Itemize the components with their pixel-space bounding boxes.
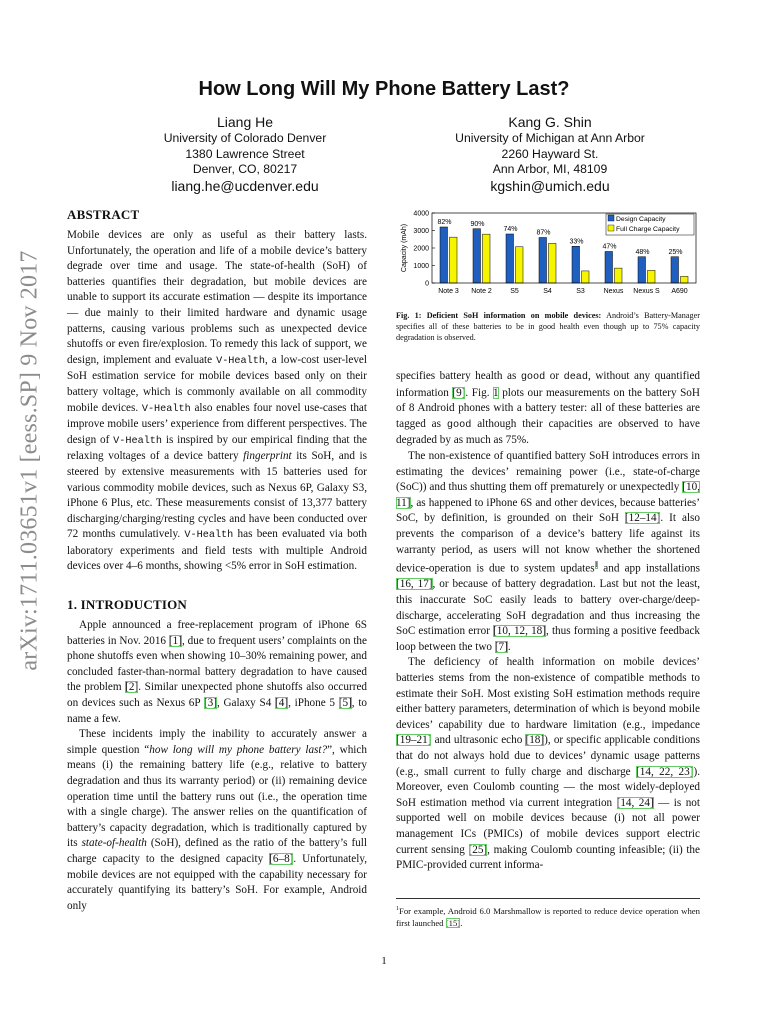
data-label: 33% xyxy=(569,238,584,246)
x-tick-label: S4 xyxy=(543,288,552,295)
body-paragraph: specifies battery health as good or dead, without any quantified information [9]. Fig. 1 plots our measurements on the battery SoH of 8 Android phones with a battery tester: all of these batteries are tagged as good although their capacities are observed to have degraded by as much as 75%. xyxy=(396,370,700,447)
author-name: Kang G. Shin xyxy=(508,114,592,130)
citation-link[interactable]: [10, 11] xyxy=(396,481,700,509)
y-tick-label: 2000 xyxy=(413,245,429,253)
citation-link[interactable]: [16, 17] xyxy=(396,578,433,591)
author-affiliation: University of Michigan at Ann Arbor xyxy=(455,131,645,145)
citation-link[interactable]: [14, 22, 23] xyxy=(636,765,694,778)
left-column xyxy=(67,207,367,914)
body-paragraph: The deficiency of health information on mobile devices’ batteries stems from the non-existence of compatible methods to estimate their SoH. Most existing SoH estimation methods require either battery parameters, determination of which is beyond mobile devices’ capability due to hardware limitation (e.g., impedance [19–21] and ultrasonic echo [18]), or specific applicable conditions that do not always hold due to devices’ dynamic usage patterns (e.g., small current to fully charge and discharge [14, 22, 23]). Moreover, even Coulomb counting — the most widely-deployed SoH estimation method via current integration [14, 24] — is not supported well on mobile devices because (i) not all power management ICs (PMICs) of mobile devices support electric current sensing [25], making Coulomb counting infeasible; (ii) the PMIC-provided current informa- xyxy=(396,656,700,872)
arxiv-stamp xyxy=(10,230,50,690)
data-label: 82% xyxy=(437,219,452,226)
bar-design-capacity xyxy=(605,252,613,284)
abstract-text: Mobile devices are only as useful as their battery lasts. Unfortunately, the operation and life of a mobile device’s battery degrade over time and usage. The state-of-health (SoH) of batteries quantifies their degradation, but mobile devices are unable to support its accurate estimation — despite its importance — due mainly to their limited hardware and dynamic usage patterns, causing various problems such as unexpected device shutoffs or even fire/explosion. To remedy this lack of support, we design, implement and evaluate V-Health, a low-cost user-level SoH estimation service for mobile devices based only on their battery voltage, which is commonly available on all commodity mobile devices. V-Health also enables four novel use-cases that improve mobile users’ experience from different perspectives. The design of V-Health is inspired by our empirical finding that the relaxing voltages of a device battery fingerprint its SoH, and is steered by extensive measurements with 15 batteries used for various commodity mobile devices, such as Nexus 6P, Galaxy S3, iPhone 6 Plus, etc. These measurements consist of 13,377 battery discharging/charging/resting cycles and have been conducted over 72 months cumulatively. V-Health has been evaluated via both laboratory experiments and field tests with multiple Android devices over 4–6 months, showing <5% error in SoH estimation. xyxy=(67,229,368,573)
bar-full-charge-capacity xyxy=(516,247,524,283)
citation-link[interactable]: [6–8] xyxy=(269,852,294,865)
x-tick-label: Note 3 xyxy=(438,288,459,295)
bar-design-capacity xyxy=(473,229,481,283)
legend-label: Full Charge Capacity xyxy=(616,226,680,233)
y-axis-label: Capacity (mAh) xyxy=(401,223,408,273)
y-tick-label: 3000 xyxy=(413,228,429,235)
legend-swatch xyxy=(608,215,614,221)
bar-full-charge-capacity xyxy=(648,270,656,283)
citation-link[interactable]: [2] xyxy=(125,681,139,694)
abstract-heading: ABSTRACT xyxy=(67,207,140,222)
bar-full-charge-capacity xyxy=(615,268,623,283)
citation-link[interactable]: [4] xyxy=(275,697,289,710)
author-affiliation: University of Colorado Denver xyxy=(163,131,327,145)
footnote-link[interactable]: 1 xyxy=(594,561,599,570)
intro-paragraph: Apple announced a free-replacement program of iPhone 6S batteries in Nov. 2016 [1], due to frequent users’ complaints on the phone shutoffs even when showing 10–30% remaining power, and concluded faster-than-normal battery degradation to have caused the problem [2]. Similar unexpected phone shutoffs also occurred on devices such as Nexus 6P [3], Galaxy S4 [4], iPhone 5 [5], to name a few. xyxy=(67,619,368,725)
figure-caption: Fig. 1: Deficient SoH information on mobile devices: Android’s Battery-Manager specifies all of these batteries to be in good health even though up to 75% capacity degradation is observed. xyxy=(396,311,700,342)
data-label: 90% xyxy=(470,220,485,228)
author-block-1 xyxy=(95,114,395,195)
bar-full-charge-capacity xyxy=(681,276,689,283)
footnote: $^1$For example, Android 6.0 Marshmallow is reported to reduce device operation when first launched [15]. xyxy=(396,898,700,929)
body-paragraph: The non-existence of quantified battery SoH introduces errors in estimating the devices’ remaining power (i.e., state-of-charge (SoC)) and thus shutting them off prematurely or unexpectedly [10, 11], as happened to iPhone 6S and other devices, because batteries’ SoC, by definition, is grounded on their SoH [12–14]. It also prevents the comparison of a device’s battery life against its warranty period, as users will not know whether the shortened device-operation is due to system updates$^1$ and app installations [16, 17], or because of battery degradation. Last but not the least, this inaccurate SoC easily leads to battery over-charge/deep-discharge, accelerating SoH degradation and thus increasing the SoC estimation error [10, 12, 18], thus forming a positive feedback loop between the two [7]. xyxy=(396,449,701,653)
citation-link[interactable]: [18] xyxy=(525,734,545,747)
citation-link[interactable]: [14, 24] xyxy=(616,796,654,809)
page-number: 1 xyxy=(381,955,387,967)
citation-link[interactable]: [5] xyxy=(338,697,352,710)
bar-design-capacity xyxy=(506,234,514,283)
bar-full-charge-capacity xyxy=(549,243,557,283)
bar-design-capacity xyxy=(539,238,547,284)
y-tick-label: 1000 xyxy=(413,263,429,270)
author-address: Denver, CO, 80217 xyxy=(192,162,298,176)
author-address: 1380 Lawrence Street xyxy=(185,146,305,161)
author-email[interactable]: kgshin@umich.edu xyxy=(490,177,610,194)
x-tick-label: A690 xyxy=(671,288,688,295)
citation-link[interactable]: [12–14] xyxy=(624,512,661,525)
bar-design-capacity xyxy=(638,257,646,283)
right-column xyxy=(396,369,700,874)
bar-design-capacity xyxy=(572,246,580,283)
data-label: 47% xyxy=(602,243,617,251)
x-tick-label: S5 xyxy=(510,288,519,295)
data-label: 74% xyxy=(503,226,518,233)
author-name: Liang He xyxy=(216,114,274,130)
author-block-2 xyxy=(400,114,700,195)
citation-link[interactable]: [3] xyxy=(203,697,217,710)
y-tick-label: 4000 xyxy=(413,210,429,218)
intro-paragraph: These incidents imply the inability to accurately answer a simple question “how long will my phone battery last?”, which means (i) the remaining battery life (e.g., relative to battery degradation and thus its warranty period) or (ii) remaining device operation time until the battery runs out (i.e., the operation time with a single charge). The answer relies on the quantification of battery’s capacity degradation, which is traditionally captured by its state-of-health (SoH), defined as the ratio of the battery’s full charge capacity to the designed capacity [6–8]. Unfortunately, mobile devices are not equipped with the capability necessary for accurately quantifying its battery’s SoH. For example, Android only xyxy=(67,728,368,912)
x-tick-label: S3 xyxy=(576,288,585,295)
citation-link[interactable]: [1] xyxy=(168,634,182,647)
bar-design-capacity xyxy=(440,227,448,283)
citation-link[interactable]: [19–21] xyxy=(396,734,432,747)
x-tick-label: Nexus S xyxy=(633,288,660,295)
soh-bar-chart xyxy=(396,207,700,299)
y-tick-label: 0 xyxy=(425,280,429,288)
bar-full-charge-capacity xyxy=(450,237,458,283)
x-tick-label: Note 2 xyxy=(471,288,492,295)
legend-swatch xyxy=(608,225,614,231)
author-address: 2260 Hayward St. xyxy=(501,146,599,161)
author-address: Ann Arbor, MI, 48109 xyxy=(492,162,608,176)
introduction-heading: 1. INTRODUCTION xyxy=(67,597,188,613)
figure-link[interactable]: 1 xyxy=(493,386,499,399)
x-tick-label: Nexus xyxy=(603,288,624,295)
legend-label: Design Capacity xyxy=(616,216,666,223)
bar-full-charge-capacity xyxy=(483,234,491,283)
citation-link[interactable]: [9] xyxy=(452,386,466,399)
data-label: 87% xyxy=(536,229,551,237)
bar-full-charge-capacity xyxy=(582,271,590,283)
figure-1 xyxy=(396,207,700,343)
citation-link[interactable]: [25] xyxy=(468,843,488,856)
data-label: 25% xyxy=(668,248,683,256)
data-label: 48% xyxy=(635,248,650,256)
citation-link[interactable]: [10, 12, 18] xyxy=(493,625,546,638)
citation-link[interactable]: [15] xyxy=(445,917,461,928)
arxiv-id: arXiv:1711.03651v1 [eess.SP] 9 Nov 2017 xyxy=(16,249,43,671)
bar-design-capacity xyxy=(671,257,679,283)
citation-link[interactable]: [7] xyxy=(494,640,508,653)
paper-title: How Long Will My Phone Battery Last? xyxy=(198,78,570,100)
author-email[interactable]: liang.he@ucdenver.edu xyxy=(171,177,319,194)
